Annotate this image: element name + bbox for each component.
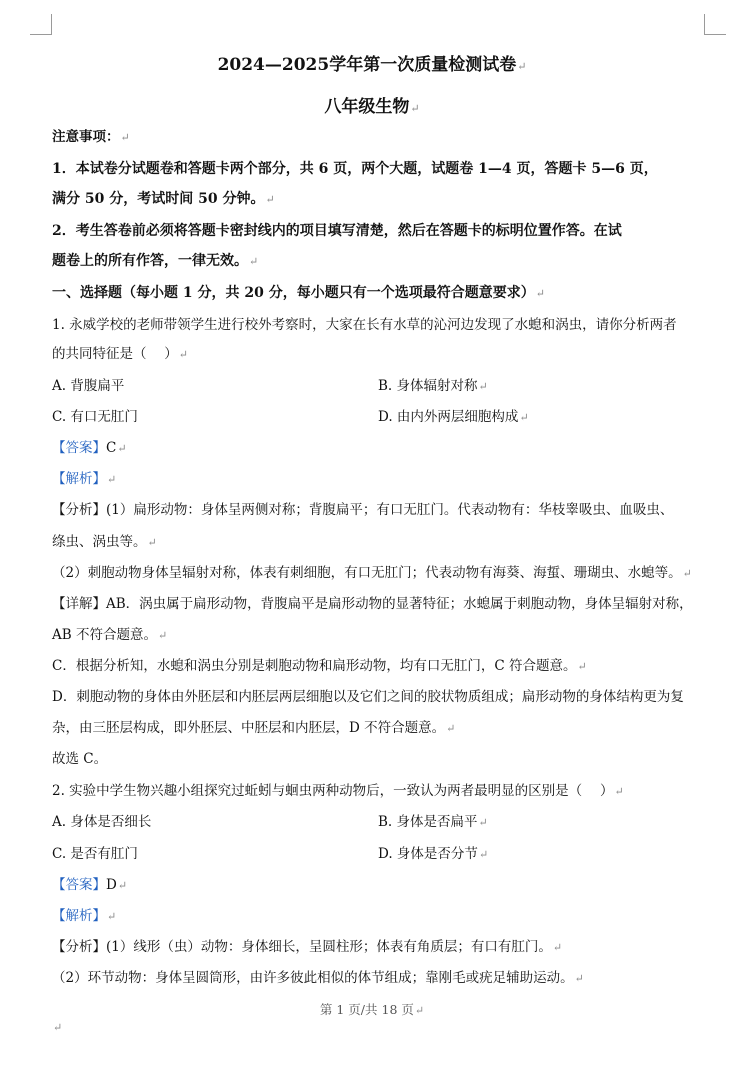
q1-option-a: A. 背腹扁平 (52, 378, 125, 394)
crop-mark (30, 34, 52, 35)
exam-subtitle: 八年级生物↵ (324, 97, 420, 117)
q1-answer: 【答案】C↵ (52, 440, 127, 456)
trailing-paragraph-mark: ↵ (53, 1021, 63, 1034)
q1-option-d: D. 由内外两层细胞构成↵ (378, 409, 529, 425)
crop-mark (51, 14, 52, 34)
notes-heading: 注意事项：↵ (52, 129, 130, 145)
q2-answer: 【答案】D↵ (52, 877, 128, 893)
notes-item2-cont: 题卷上的所有作答，一律无效。↵ (52, 253, 259, 269)
q1-fenxi-2: （2）刺胞动物身体呈辐射对称，体表有刺细胞，有口无肛门；代表动物有海葵、海蜇、珊瑚虫、水螅等。↵ (52, 565, 692, 581)
question-1-stem-cont: 的共同特征是（ ）↵ (52, 346, 189, 362)
crop-mark (704, 34, 726, 35)
q1-d-explanation-cont: 杂，由三胚层构成，即外胚层、中胚层和内胚层，D 不符合题意。↵ (52, 720, 456, 736)
q1-option-b: B. 身体辐射对称↵ (378, 378, 488, 394)
page-footer: 第 1 页/共 18 页↵ (319, 1002, 425, 1017)
q1-xiangjie-cont: AB 不符合题意。↵ (52, 627, 168, 643)
q1-xiangjie: 【详解】AB．涡虫属于扁形动物，背腹扁平是扁形动物的显著特征；水螅属于刺胞动物，身体呈辐射对称， (52, 596, 693, 612)
q1-option-c: C. 有口无肛门 (52, 409, 138, 425)
notes-item1: 1．本试卷分试题卷和答题卡两个部分，共 6 页，两个大题，试题卷 1—4 页，答题卡 5—6 页， (52, 161, 658, 177)
crop-mark (704, 14, 705, 34)
q2-option-c: C. 是否有肛门 (52, 846, 138, 862)
q2-analysis-tag: 【解析】↵ (52, 908, 117, 924)
q2-fenxi: 【分析】(1）线形（虫）动物：身体细长，呈圆柱形；体表有角质层；有口有肛门。↵ (52, 939, 563, 955)
q2-option-d: D. 身体是否分节↵ (378, 846, 489, 862)
notes-item1-cont: 满分 50 分，考试时间 50 分钟。↵ (52, 191, 275, 207)
q2-option-b: B. 身体是否扁平↵ (378, 814, 488, 830)
q1-d-explanation: D．刺胞动物的身体由外胚层和内胚层两层细胞以及它们之间的胶状物质组成；扁形动物的身体结构更为复 (52, 689, 684, 705)
q1-fenxi: 【分析】(1）扁形动物：身体呈两侧对称；背腹扁平；有口无肛门。代表动物有：华枝睾吸虫、血吸虫、 (52, 502, 674, 518)
exam-title: 2024—2025学年第一次质量检测试卷↵ (217, 55, 527, 75)
q1-c-explanation: C．根据分析知，水螅和涡虫分别是刺胞动物和扁形动物，均有口无肛门，C 符合题意。↵ (52, 658, 587, 674)
q1-conclusion: 故选 C。 (52, 751, 108, 767)
q1-analysis-tag: 【解析】↵ (52, 471, 117, 487)
question-2-stem: 2. 实验中学生物兴趣小组探究过蚯蚓与蛔虫两种动物后，一致认为两者最明显的区别是（ ）↵ (52, 783, 624, 799)
notes-item2: 2．考生答卷前必须将答题卡密封线内的项目填写清楚，然后在答题卡的标明位置作答。在试 (52, 223, 622, 239)
section-heading: 一、选择题（每小题 1 分，共 20 分，每小题只有一个选项最符合题意要求）↵ (52, 285, 545, 301)
q1-fenxi-cont: 绦虫、涡虫等。↵ (52, 534, 157, 550)
q2-option-a: A. 身体是否细长 (52, 814, 152, 830)
question-1-stem: 1. 永威学校的老师带领学生进行校外考察时，大家在长有水草的沁河边发现了水螅和涡虫，请你分析两者 (52, 317, 677, 333)
q2-fenxi-2: （2）环节动物：身体呈圆筒形，由许多彼此相似的体节组成；靠刚毛或疣足辅助运动。↵ (52, 970, 584, 986)
